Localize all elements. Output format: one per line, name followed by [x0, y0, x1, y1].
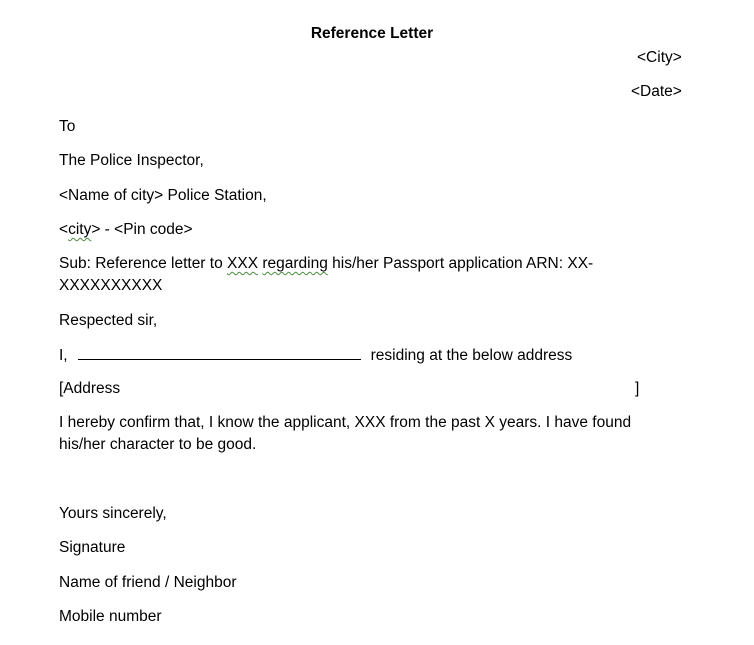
signature-line: Signature	[59, 539, 126, 556]
city-pin-line	[59, 219, 193, 240]
to-line: To	[59, 118, 76, 135]
recipient-line: The Police Inspector,	[59, 152, 204, 169]
subject-xxx: XXX	[227, 255, 259, 272]
name-blank-field[interactable]	[78, 344, 361, 360]
city-close: > - <Pin code>	[91, 221, 193, 238]
i-prefix: I,	[59, 347, 68, 364]
mobile-number-line: Mobile number	[59, 608, 162, 625]
address-open: [Address	[59, 380, 121, 397]
residing-text: residing at the below address	[370, 347, 573, 364]
city-open: <	[59, 221, 69, 238]
friend-name-line: Name of friend / Neighbor	[59, 574, 237, 591]
closing-line: Yours sincerely,	[59, 505, 167, 522]
salutation-line: Respected sir,	[59, 312, 158, 329]
subject-line-2: XXXXXXXXXX	[59, 277, 163, 294]
city-word: city	[68, 221, 92, 238]
address-close: ]	[635, 380, 640, 397]
station-name: <Name of city>	[59, 187, 164, 204]
subject-line	[59, 253, 593, 274]
subject-prefix: Sub: Reference letter to	[59, 255, 228, 272]
subject-regarding: regarding	[262, 255, 328, 272]
city-placeholder: <City>	[637, 49, 682, 66]
declaration-line	[59, 344, 572, 366]
police-station-line	[59, 185, 267, 206]
date-placeholder: <Date>	[631, 83, 682, 100]
letter-title: Reference Letter	[310, 25, 434, 42]
confirm-line-1: I hereby confirm that, I know the applicant, XXX from the past X years. I have found	[59, 414, 632, 431]
subject-rest: his/her Passport application ARN: XX-	[327, 255, 594, 272]
station-suffix: Police Station,	[163, 187, 267, 204]
confirm-line-2: his/her character to be good.	[59, 436, 257, 453]
